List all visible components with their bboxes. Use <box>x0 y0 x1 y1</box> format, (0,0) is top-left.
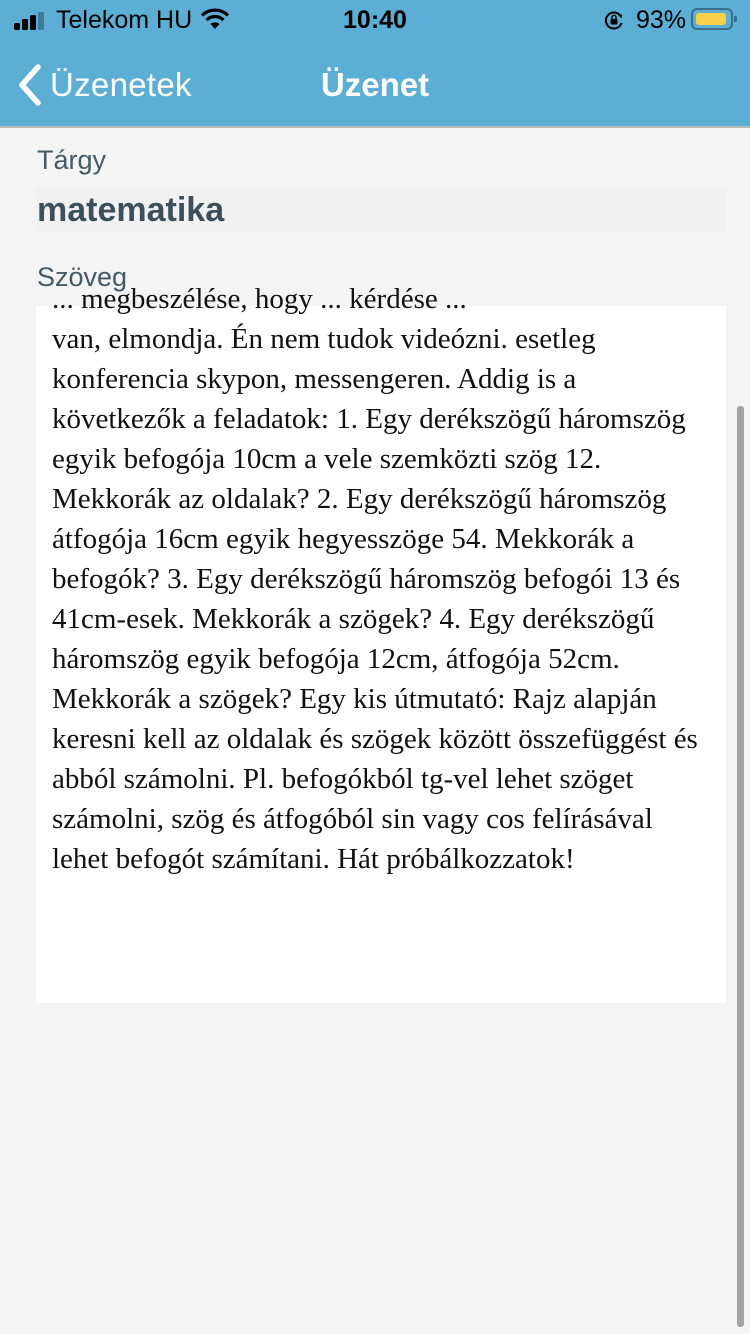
battery-percentage: 93% <box>636 6 687 34</box>
navigation-bar <box>0 40 750 128</box>
subject-label: Tárgy <box>37 145 107 175</box>
message-body-box[interactable] <box>36 283 726 1003</box>
page-title: Üzenet <box>320 66 430 103</box>
message-body: van, elmondja. Én nem tudok videózni. esetleg konferencia skypon, messengeren. Addig is a következők a feladatok: 1. Egy derékszögű háromszög egyik befogója 10cm a vele szemközti szög 12. Mekkorák az oldalak? 2. Egy derékszögű háromszög átfogója 16cm egyik hegyesszöge 54. Mekkorák a befogók? 3. Egy derékszögű háromszög befogói 13 és 41cm-esek. Mekkorák a szögek? 4. Egy derékszögű háromszög egyik befogója 12cm, átfogója 52cm. Mekkorák a szögek? Egy kis útmutató: Rajz alapján keresni kell az oldalak és szögek között összefüggést és abból számolni. Pl. befogókból tg-vel lehet szöget számolni, szög és átfogóból sin vagy cos felírásával lehet befogót számítani. Hát próbálkozzatok! <box>52 323 698 875</box>
carrier-name: Telekom HU <box>56 6 193 34</box>
clock: 10:40 <box>343 6 407 34</box>
orientation-lock-icon <box>604 10 624 30</box>
subject-field: matematika <box>36 188 726 232</box>
battery-nub <box>734 16 737 22</box>
clipped-first-line: ... megbeszélése, hogy ... kérdése ... <box>52 283 467 315</box>
status-bar <box>0 0 750 40</box>
body-label: Szöveg <box>37 262 128 292</box>
message-body-text <box>52 279 712 879</box>
back-label: Üzenetek <box>50 66 192 103</box>
battery-fill <box>696 13 726 25</box>
battery-icon <box>691 8 733 30</box>
scrollbar[interactable] <box>737 406 744 1327</box>
top-bar <box>0 0 750 128</box>
